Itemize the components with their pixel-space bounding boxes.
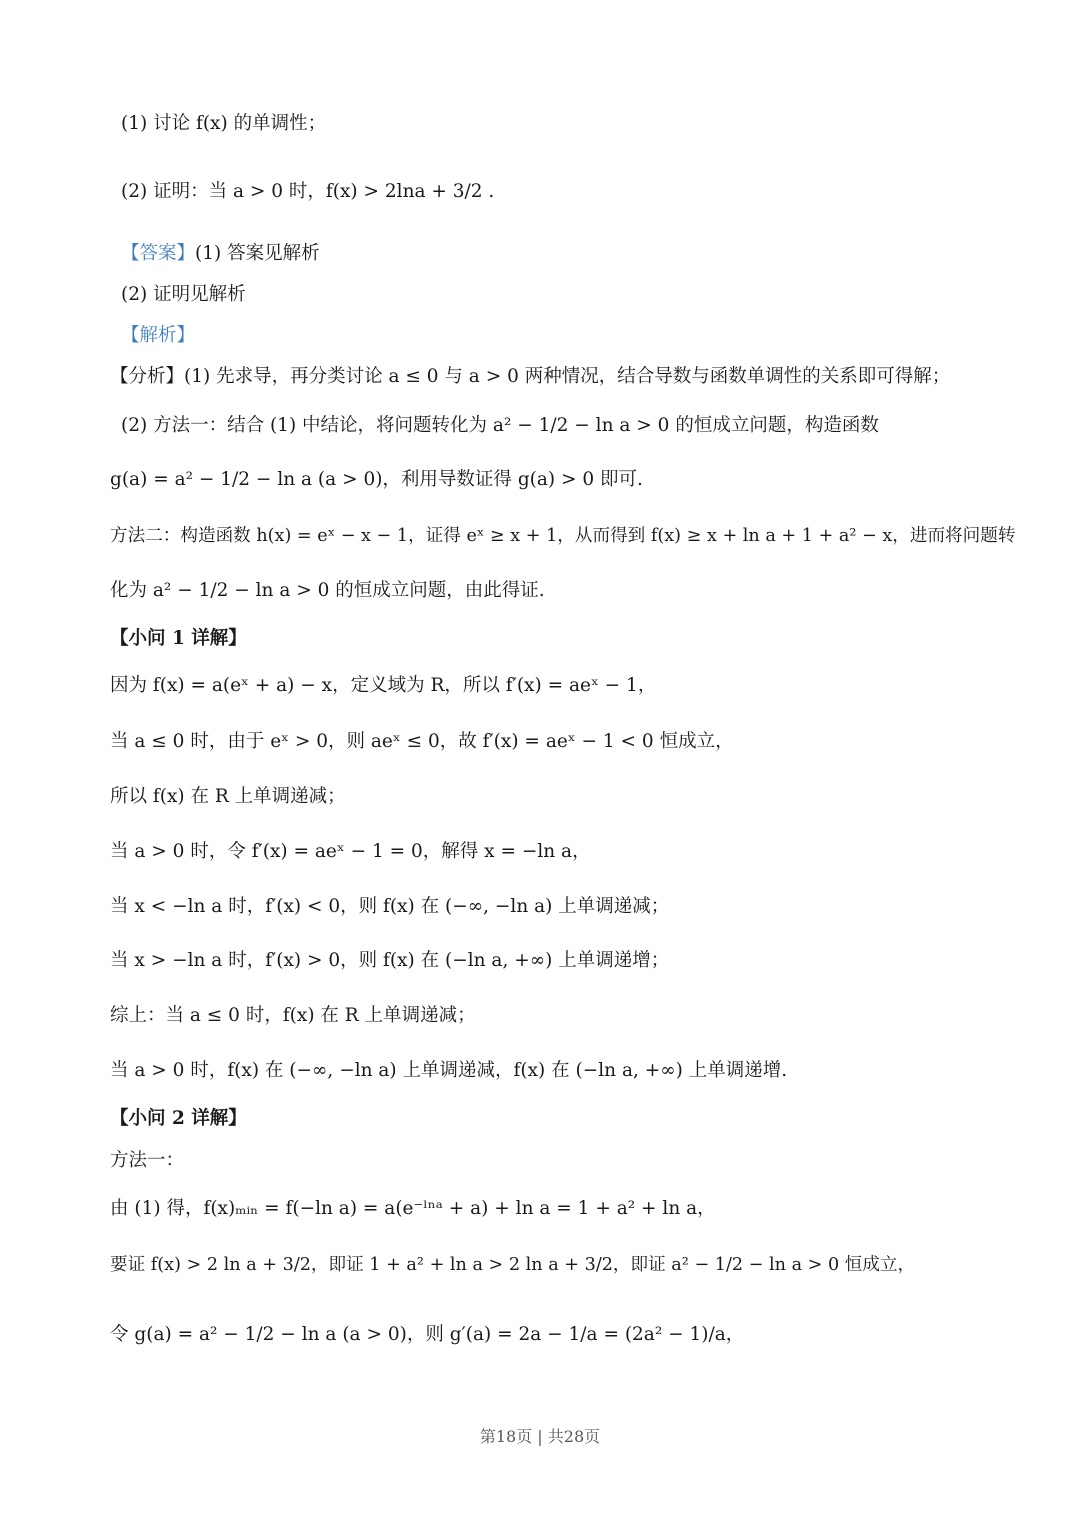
line-jiexi: 【解析】 bbox=[121, 325, 196, 346]
line-s1-6: 当 x > −ln a 时，f′(x) > 0，则 f(x) 在 (−ln a, +∞) 上单调递增； bbox=[110, 950, 670, 971]
line-answer-2: (2) 证明见解析 bbox=[121, 284, 246, 305]
line-s1-1: 因为 f(x) = a(eˣ + a) − x，定义域为 R，所以 f′(x) = aeˣ − 1， bbox=[110, 675, 657, 696]
line-q2: (2) 证明：当 a > 0 时，f(x) > 2lna + 3/2 . bbox=[121, 181, 495, 202]
line-s2-2: 由 (1) 得，f(x)ₘᵢₙ = f(−ln a) = a(e⁻ˡⁿᵃ + a) + ln a = 1 + a² + ln a， bbox=[110, 1198, 716, 1219]
line-s1-3: 所以 f(x) 在 R 上单调递减； bbox=[110, 786, 346, 807]
answer-tag: 【答案】 bbox=[121, 243, 196, 264]
line-analysis-2: (2) 方法一：结合 (1) 中结论，将问题转化为 a² − 1/2 − ln a > 0 的恒成立问题，构造函数 bbox=[121, 415, 879, 436]
line-analysis-3: g(a) = a² − 1/2 − ln a (a > 0)，利用导数证得 g(a) > 0 即可. bbox=[110, 469, 643, 490]
line-s1-2: 当 a ≤ 0 时，由于 eˣ > 0，则 aeˣ ≤ 0，故 f′(x) = aeˣ − 1 < 0 恒成立， bbox=[110, 731, 734, 752]
line-s2-1: 方法一： bbox=[110, 1150, 185, 1171]
line-s1-7: 综上：当 a ≤ 0 时，f(x) 在 R 上单调递减； bbox=[110, 1005, 476, 1026]
line-s2-4: 令 g(a) = a² − 1/2 − ln a (a > 0)，则 g′(a) = 2a − 1/a = (2a² − 1)/a， bbox=[110, 1324, 745, 1345]
line-analysis-1: 【分析】(1) 先求导，再分类讨论 a ≤ 0 与 a > 0 两种情况，结合导数与函数单调性的关系即可得解； bbox=[110, 366, 951, 387]
line-answer bbox=[121, 239, 320, 269]
answer-1: (1) 答案见解析 bbox=[195, 243, 320, 264]
line-q1: (1) 讨论 f(x) 的单调性； bbox=[121, 113, 327, 134]
line-s1-8: 当 a > 0 时，f(x) 在 (−∞, −ln a) 上单调递减，f(x) 在 (−ln a, +∞) 上单调递增. bbox=[110, 1060, 788, 1081]
line-method2-2: 化为 a² − 1/2 − ln a > 0 的恒成立问题，由此得证. bbox=[110, 580, 545, 601]
heading-sub1: 【小问 1 详解】 bbox=[110, 628, 247, 649]
line-s1-4: 当 a > 0 时，令 f′(x) = aeˣ − 1 = 0，解得 x = −ln a， bbox=[110, 841, 591, 862]
line-s1-5: 当 x < −ln a 时，f′(x) < 0，则 f(x) 在 (−∞, −ln a) 上单调递减； bbox=[110, 896, 670, 917]
heading-sub2: 【小问 2 详解】 bbox=[110, 1108, 247, 1129]
line-method2-1: 方法二：构造函数 h(x) = eˣ − x − 1，证得 eˣ ≥ x + 1，从而得到 f(x) ≥ x + ln a + 1 + a² − x，进而将问题转 bbox=[110, 526, 1016, 546]
page-footer: 第18页 | 共28页 bbox=[479, 1427, 601, 1446]
line-s2-3: 要证 f(x) > 2 ln a + 3/2，即证 1 + a² + ln a > 2 ln a + 3/2，即证 a² − 1/2 − ln a > 0 恒成立， bbox=[110, 1255, 916, 1275]
